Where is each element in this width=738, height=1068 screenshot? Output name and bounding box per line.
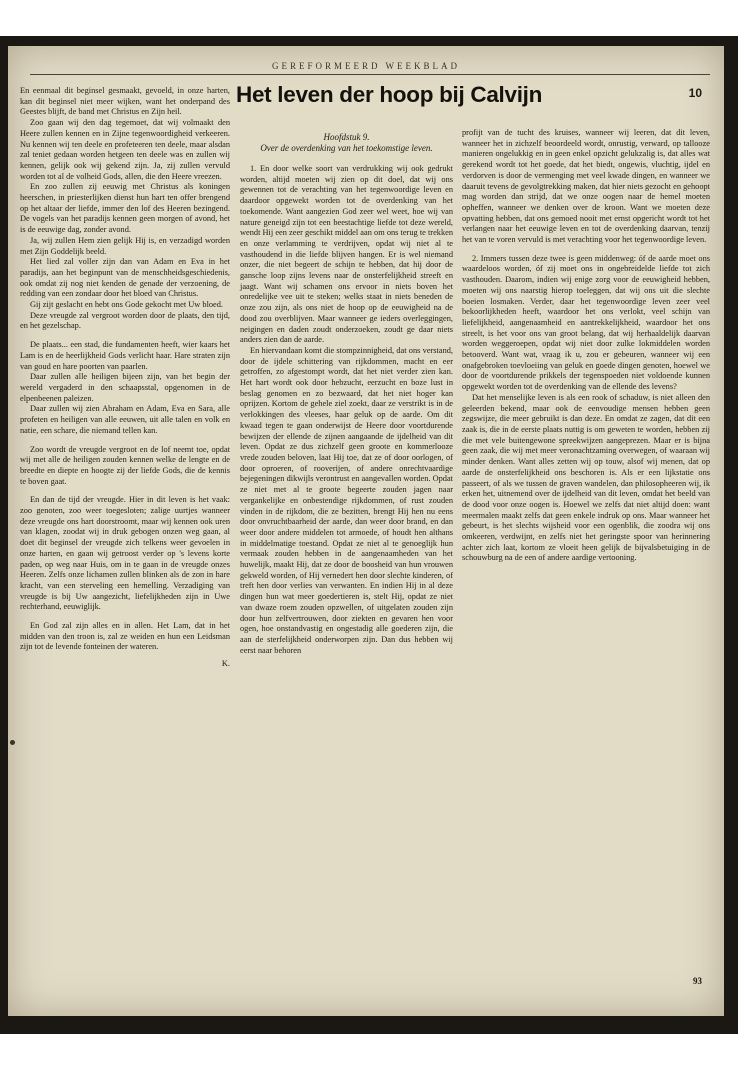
- paragraph: Zoo gaan wij den dag tegemoet, dat wij volmaakt den Heere zullen kennen en in Zijne tegenwoordigheid verkeeren. Nu kennen wij ten deele en profeteeren ten deele, maar alsdan zal teniet gedaan worden hetgeen ten deele was en zullen wij kennen, gelijk ook wij gekend zijn. Ja, zij zullen vervuld worden tot al de volheid Gods, allen, die den Heere vreezen.: [20, 118, 230, 181]
- paragraph: En hiervandaan komt die stompzinnigheid, dat ons verstand, door de ijdele schittering van rijkdommen, macht en eer getroffen, zo afgestompt wordt, dat het niet verder zien kan. Het hart wordt ook door hebzucht, eerzucht en boze lust in beslag genomen en zo bezwaard, dat het niet hoger kan oprijzen. Kortom de gehele ziel zoekt, daar ze verstrikt is in de verlokkingen des vleeses, haar geluk op de aarde. Om dit kwaad tegen te gaan onderwijst de Heere door voortdurende bewijzen der ellende de zijnen aangaande de ijdelheid van dit leven. Opdat ze dus zichzelf geen groote en kommerlooze vrede zouden beloven, laat Hij toe, dat ze of door oorlogen, of door oproeren, of rooverijen, of andere onrechtvaardige bejegeningen dikwijls verontrust en aangevallen worden. Opdat ze niet met al te groote begeerte zouden jagen naar vergankelijke en onbestendige rijkdommen, of rust zouden vinden in de rijkdom, die ze bezitten, brengt Hij hen nu eens door onvruchtbaarheid der aarde, dan weer door brand, en dan weer door andere middelen tot armoede, of houdt hen althans in middelmatige toestand. Opdat ze niet al te genoeglijk hun vermaak zouden hebben in de aangenaamheden van het huwelijk, maakt Hij, dat ze door de boosheid van hun vrouwen gekweld worden, of Hij vernedert hen door slechte kinderen, of treft hen door verlies van verwanten. En indien Hij in al deze dingen hun wat meer goedertieren is, stelt Hij, opdat ze niet van dwaze roem zouden opzwellen, of uitgelaten zouden zijn door hun zelfvertrouwen, door ziekten en gevaren hen voor ogen, hoe onstandvastig en ongestadig alle goederen zijn, die aan de sterfelijkheid onderworpen zijn. Dan dus hebben wij eerst naar behoren: [240, 345, 453, 655]
- paragraph: En dan de tijd der vreugde. Hier in dit leven is het vaak: zoo genoten, zoo weer toegesloten; zalige uurtjes wanneer deze vreugde ons hart doorstroomt, maar wij kennen ook uren van klagen, zoodat wij in druk gebogen onzen weg gaan, al doet dit beginsel der vreugde zich telkens weer gevoelen in onze harten, en gaan wij getroost verder op 's levens korte paden, op weg naar Huis, om in te gaan in de vreugde onzes Heeren. Zelfs onze lichamen zullen blinken als de zon in hare kracht, van een sterveling een hemelling. Verzadiging van vreugde is bij Uw aangezicht, liefelijkheden zijn in Uwe rechterhand, eeuwiglijk.: [20, 495, 230, 612]
- paragraph: Ja, wij zullen Hem zien gelijk Hij is, en verzadigd worden met Zijn Goddelijk beeld.: [20, 235, 230, 256]
- paragraph: Daar zullen wij zien Abraham en Adam, Eva en Sara, alle profeten en heiligen van alle eeuwen, uit alle talen en volk en natie, een schare, die niemand tellen kan.: [20, 404, 230, 435]
- header-rule: [30, 74, 710, 75]
- author-signature: K.: [221, 659, 230, 669]
- article-title: Het leven der hoop bij Calvijn: [236, 82, 543, 107]
- running-header: GEREFORMEERD WEEKBLAD: [271, 61, 461, 71]
- paragraph: Het lied zal voller zijn dan van Adam en Eva in het paradijs, aan het beginpunt van de menschheidsgeschiedenis, ook omdat zij nog niet kenden de genade der verzoening, de redding van een zondaar door het bloed van Christus.: [20, 257, 230, 299]
- page-number-bottom: 93: [693, 976, 702, 986]
- paragraph: Dat het menselijke leven is als een rook of schaduw, is niet alleen den geleerden bekend, maar ook de eenvoudige mensen hebben geen zegswijze, die meer gebruikt is dan deze. En omdat ze zagen, dat dit een zaak is, die in de eerste plaats nuttig is om geweten te worden, hebben zij die met vele buitengewone spreekwijzen aangeprezen. Maar er is bijna geen zaak, die wij met meer veronachtzaming overwegen, of waaraan wij minder denken. Want alles zetten wij op touw, alsof wij menen, dat op aarde de onsterfelijkheid ons beschoren is. Als er een lijkstatie ons passeert, of als we tussen de graven wandelen, dan philosopheeren wij, ik erken het, uitnemend over de ijdelheid van dit leven, omdat het beeld van de dood voor onze oogen is. Hoewel we zelfs dat niet altijd doen: want meermalen maakt zelfs dat geen enkele indruk op ons. Maar wanneer het gebeurt, is het slechts wijsheid voor een ogenblik, die zoodra wij ons omkeeren, verdwijnt, en zelfs niet het geringste spoor van herinnering achter zich laat, kortom ze vloeit heen gelijk de bijvalsbetuiging in de schouwburg na de een of andere aardige vertooning.: [462, 392, 710, 563]
- chapter-subtitle: Over de overdenking van het toekomstige leven.: [260, 143, 433, 153]
- paragraph: Gij zijt geslacht en hebt ons Gode gekocht met Uw bloed.: [30, 300, 224, 310]
- paragraph: En eenmaal dit beginsel gesmaakt, gevoeld, in onze harten, kan dit beginsel niet meer wijken, want het onderpand des Geestes blijft, de band met Christus en Zijn heil.: [20, 86, 230, 117]
- paragraph: En zoo zullen zij eeuwig met Christus als koningen heerschen, in priesterlijken dienst hun hart ten offer brengend op het altaar der liefde, immer den lof des Heeren bezingend. De vogels van het paradijs kennen geen morgen of avond, het is de eeuwige dag, zonder avond.: [20, 182, 230, 235]
- column-3: [462, 128, 710, 564]
- scan-background: [0, 36, 738, 1034]
- paragraph: 2. Immers tussen deze twee is geen middenweg: óf de aarde moet ons waardeloos worden, óf zij moet ons in ongebreidelde liefde tot zich vasthouden. Daarom, indien wij enige zorg voor de eeuwigheid hebben, moeten wij ons naarstig hierop toeleggen, dat wij ons uit die slechte boeien losmaken. Verder, daar het tegenwoordige leven zeer veel bekoorlijkheden heeft, waardoor het ons verlokt, veel schijn van liefelijkheid, aangenaamheid en aantrekkelijkheid, waardoor het ons streelt, is het voor ons van groot belang, dat wij herhaaldelijk daarvan worden weggeroepen, opdat wij niet door zulke lokmiddelen worden betooverd. Want wat, vraag ik u, zou er gebeuren, wanneer wij een onafgebroken toevloeiing van geluk en goede dingen genoten, hoewel we door de voortdurende prikkels der tegenspoeden niet voldoende kunnen opgewekt worden tot de overdenking van de ellende des levens?: [462, 253, 710, 392]
- page-number-top: 10: [688, 86, 702, 100]
- paragraph: Zoo wordt de vreugde vergroot en de lof neemt toe, opdat wij met alle de heiligen zouden kennen welke de lengte en de breedte en diepte en hoogte zij der liefde Gods, die de kennis te boven gaat.: [20, 444, 230, 486]
- chapter-label: Hoofdstuk 9.: [323, 132, 370, 142]
- paragraph: Daar zullen alle heiligen bijeen zijn, van het begin der wereld vergaderd in den schaapsstal, opgenomen in de elpenbeenen paleizen.: [20, 372, 230, 403]
- column-1: [20, 86, 230, 670]
- paragraph: 1. En door welke soort van verdrukking wij ook gedrukt worden, altijd moeten wij zien op dit doel, dat wij ons gewennen tot de verachting van het tegenwoordige leven en daardoor opgewekt worden tot de overdenking van het toekomende. Want aangezien God zeer wel weet, hoe wij van nature geneigd zijn tot een beestachtige liefde tot deze wereld, wendt Hij een zeer geschikt middel aan om ons terug te trekken en onze verlamming te verdrijven, opdat wij niet al te vasthoudend in die liefde blijven hangen. Er is wel niemand onzer, die niet begeert de schijn te hebben, dat hij door de gansche loop zijns levens naar de onsterfelijkheid streeft en jaagt. Want wij schamen ons ervoor in niets boven het onredelijke vee uit te steken; welks staat in niets beneden de onze zou zijn, als ons niet de hoop op de eeuwigheid na de dood zou overblijven. Maar wanneer ge ieders overleggingen, neigingen en daden zoudt onderzoeken, zoudt ge daar niets anders zien dan de aarde.: [240, 164, 453, 345]
- paragraph: En God zal zijn alles en in allen. Het Lam, dat in het midden van den troon is, zal ze weiden en hun een Leidsman zijn tot de levende fonteinen der wateren.: [20, 621, 230, 652]
- paragraph: De plaats... een stad, die fundamenten heeft, wier kaars het Lam is en de heerlijkheid Gods verlicht haar. Hare straten zijn van goud en hare poorten van paarlen.: [20, 340, 230, 371]
- paragraph: profijt van de tucht des kruises, wanneer wij leeren, dat dit leven, wanneer het in zichzelf beoordeeld wordt, onrustig, verward, op tallooze manieren ongelukkig en in geen enkel opzicht gelukzalig is, dat alles wat gerekend wordt tot het goede, dat het biedt, ongewis, vluchtig, ijdel en verdorven is door de vermenging met veel kwade dingen, en wanneer we daaruit tevens de gevolgtrekking maken, dat hier niets gezocht en gehoopt mag worden dan strijd, dat we onze oogen naar de hemel moeten opheffen, wanneer we denken over de kroon. Want we moeten deze opvatting hebben, dat ons gemoed nooit met ernst opgericht wordt tot het verlangen naar het eeuwige leven en tot de overdenking daarvan, tenzij het van te voren vervuld is met verachting voor het tegenwoordige leven.: [462, 128, 710, 245]
- paragraph: Deze vreugde zal vergroot worden door de plaats, den tijd, en het gezelschap.: [20, 310, 230, 331]
- newspaper-page: [8, 46, 724, 1016]
- column-2: [240, 164, 453, 656]
- margin-mark: [10, 740, 15, 745]
- chapter-heading: [240, 132, 453, 154]
